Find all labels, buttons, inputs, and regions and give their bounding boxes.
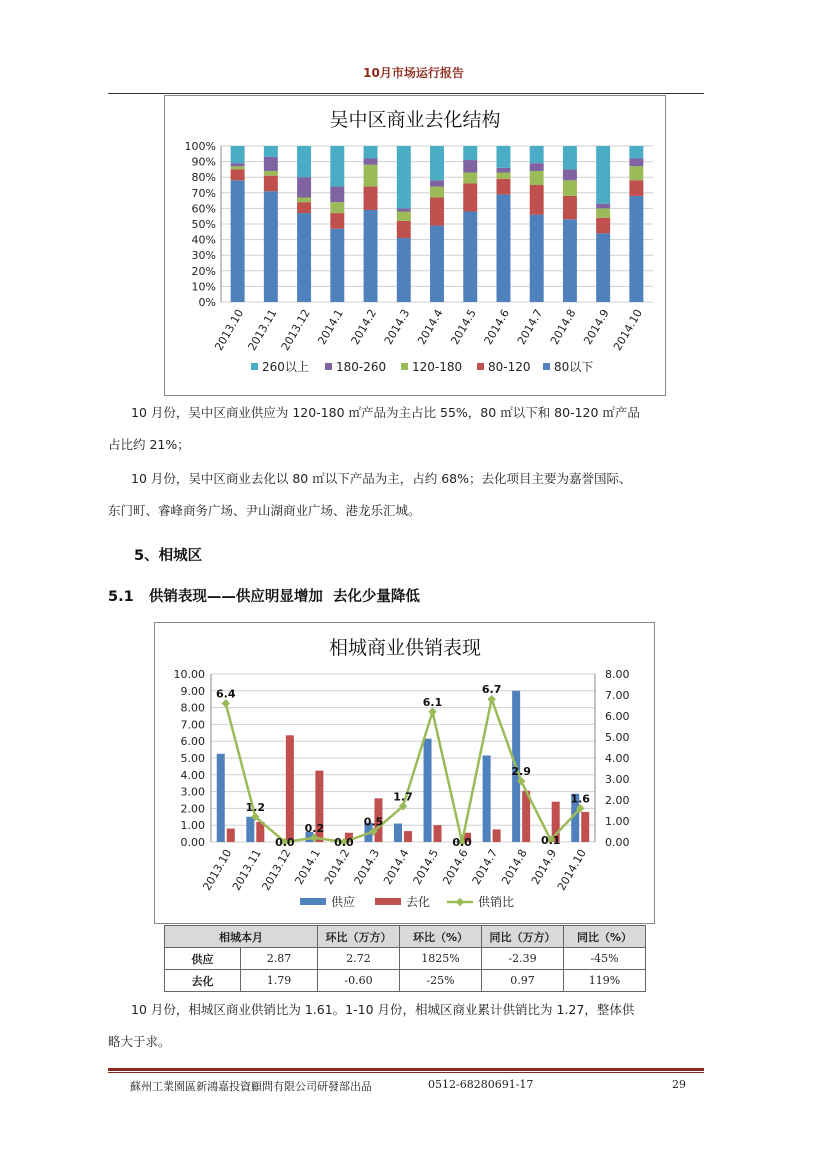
ratio-data-label: 2.9 xyxy=(511,765,531,779)
bar-segment xyxy=(463,212,477,302)
x-tick-label: 2013.11 xyxy=(245,307,280,353)
bar-segment xyxy=(297,146,311,177)
ratio-data-label: 1.6 xyxy=(570,792,590,806)
bar-segment xyxy=(563,169,577,180)
x-tick-label: 2014.2 xyxy=(348,307,380,347)
left-y-tick-label: 6.00 xyxy=(180,735,205,749)
bar-segment xyxy=(496,179,510,195)
bar-segment xyxy=(264,191,278,302)
absorb-bar xyxy=(581,812,589,842)
x-tick-label: 2014.10 xyxy=(554,847,589,893)
footer-page-number: 29 xyxy=(672,1078,686,1091)
ratio-point xyxy=(222,699,230,707)
absorb-bar xyxy=(227,829,235,842)
legend-swatch xyxy=(325,363,332,370)
table-cell: 2.87 xyxy=(241,948,318,970)
y-tick-label: 90% xyxy=(191,155,216,169)
bar-segment xyxy=(596,204,610,209)
bar-segment xyxy=(231,169,245,180)
bar-segment xyxy=(563,180,577,196)
legend-marker-ratio xyxy=(456,898,464,906)
x-tick-label: 2014.9 xyxy=(581,307,612,347)
header-rule xyxy=(108,93,704,94)
ratio-data-label: 6.7 xyxy=(481,683,502,697)
right-y-tick-label: 0.00 xyxy=(605,836,630,849)
paragraph-xiangcheng-ratio-line1: 10 月份，相城区商业供销比为 1.61。1-10 月份，相城区商业累计供销比为 1.27，整体供 xyxy=(131,1002,635,1017)
right-y-tick-label: 5.00 xyxy=(605,731,630,744)
bar-segment xyxy=(596,146,610,204)
left-y-tick-label: 2.00 xyxy=(180,802,205,816)
bar-segment xyxy=(297,177,311,197)
y-tick-label: 80% xyxy=(191,171,216,185)
bar-segment xyxy=(530,185,544,215)
right-y-tick-label: 2.00 xyxy=(605,794,630,807)
bar-segment xyxy=(231,180,245,302)
bar-segment xyxy=(463,183,477,211)
supply-bar xyxy=(246,817,254,842)
xiangcheng-supply-svg xyxy=(155,623,654,923)
bar-segment xyxy=(397,238,411,302)
paragraph-wuzhong-supply-line1: 10 月份，吴中区商业供应为 120-180 ㎡产品为主占比 55%，80 ㎡以下和 80-120 ㎡产品 xyxy=(131,405,640,420)
supply-bar xyxy=(424,739,432,842)
paragraph-wuzhong-absorb-line1: 10 月份，吴中区商业去化以 80 ㎡以下产品为主，占约 68%；去化项目主要为嘉誉国际、 xyxy=(131,471,632,486)
bar-segment xyxy=(496,146,510,168)
absorb-bar xyxy=(493,829,501,842)
left-y-tick-label: 0.00 xyxy=(180,836,205,849)
bar-segment xyxy=(330,229,344,302)
x-tick-label: 2014.1 xyxy=(315,307,346,347)
legend-swatch xyxy=(251,363,258,370)
bar-segment xyxy=(563,219,577,302)
bar-segment xyxy=(563,146,577,169)
left-y-tick-label: 7.00 xyxy=(180,718,205,732)
table-cell: -0.60 xyxy=(318,970,400,992)
y-tick-label: 0% xyxy=(198,296,216,309)
wuzhong-structure-svg xyxy=(165,96,665,395)
bar-segment xyxy=(430,187,444,198)
x-tick-label: 2014.5 xyxy=(410,847,442,887)
bar-segment xyxy=(297,202,311,213)
legend-label-supply: 供应 xyxy=(331,895,356,909)
legend-label-absorb: 去化 xyxy=(406,895,431,909)
y-tick-label: 100% xyxy=(184,140,216,153)
legend-label-ratio: 供销比 xyxy=(478,895,515,909)
x-tick-label: 2014.7 xyxy=(514,307,546,347)
bar-segment xyxy=(430,146,444,180)
bar-segment xyxy=(530,163,544,171)
paragraph-xiangcheng-ratio-line2: 略大于求。 xyxy=(108,1034,171,1049)
ratio-point xyxy=(428,708,436,716)
bar-segment xyxy=(530,215,544,302)
footer-rule-thin xyxy=(108,1072,704,1073)
x-tick-label: 2014.9 xyxy=(528,847,560,887)
right-y-tick-label: 4.00 xyxy=(605,752,630,765)
y-tick-label: 20% xyxy=(191,264,216,278)
right-y-tick-label: 7.00 xyxy=(605,689,630,702)
right-y-tick-label: 3.00 xyxy=(605,773,630,786)
ratio-data-label: 0.5 xyxy=(363,815,384,829)
bar-segment xyxy=(231,163,245,166)
bar-segment xyxy=(231,166,245,169)
table-header: 环比（%） xyxy=(400,926,482,948)
table-cell: 119% xyxy=(564,970,646,992)
table-cell: -25% xyxy=(400,970,482,992)
ratio-point xyxy=(487,695,495,703)
legend-label: 120-180 xyxy=(412,360,463,374)
table-cell: 1.79 xyxy=(241,970,318,992)
left-y-tick-label: 9.00 xyxy=(180,684,205,698)
paragraph-wuzhong-absorb-line2: 东门町、睿峰商务广场、尹山湖商业广场、港龙乐汇城。 xyxy=(108,503,421,518)
bar-segment xyxy=(264,171,278,176)
bar-segment xyxy=(563,196,577,219)
bar-segment xyxy=(297,213,311,302)
table-row xyxy=(165,948,646,970)
x-tick-label: 2013.12 xyxy=(278,307,313,353)
bar-segment xyxy=(397,208,411,211)
ratio-data-label: 6.4 xyxy=(216,687,236,701)
bar-segment xyxy=(330,202,344,213)
x-tick-label: 2013.12 xyxy=(259,847,294,893)
ratio-data-label: 6.1 xyxy=(422,695,443,709)
y-tick-label: 60% xyxy=(191,202,216,216)
x-tick-label: 2014.1 xyxy=(292,847,323,887)
right-y-tick-label: 8.00 xyxy=(605,668,630,681)
footer-rule-thick xyxy=(108,1068,704,1071)
x-tick-label: 2014.10 xyxy=(610,307,645,353)
table-header: 同比（万方） xyxy=(482,926,564,948)
bar-segment xyxy=(463,160,477,172)
bar-segment xyxy=(364,165,378,187)
legend-swatch-absorb xyxy=(375,898,401,905)
left-y-tick-label: 10.00 xyxy=(173,668,205,681)
bar-segment xyxy=(397,221,411,238)
bar-segment xyxy=(463,146,477,160)
legend-label: 180-260 xyxy=(336,360,387,374)
bar-segment xyxy=(496,194,510,302)
left-y-tick-label: 8.00 xyxy=(180,701,205,715)
table-header: 环比（万方） xyxy=(318,926,400,948)
footer-company: 蘇州工業園區新鴻嘉投資顧問有限公司研發部出品 xyxy=(130,1080,372,1093)
xiangcheng-stats-table xyxy=(164,925,646,992)
table-cell: 1825% xyxy=(400,948,482,970)
table-cell: 去化 xyxy=(165,970,241,992)
table-cell: -2.39 xyxy=(482,948,564,970)
ratio-data-label: 0.0 xyxy=(275,836,295,849)
right-y-tick-label: 1.00 xyxy=(605,815,630,828)
y-tick-label: 50% xyxy=(191,218,216,231)
bar-segment xyxy=(264,176,278,192)
table-header-row xyxy=(165,926,646,948)
chart-title: 相城商业供销表现 xyxy=(328,637,482,659)
bar-segment xyxy=(629,180,643,196)
y-tick-label: 30% xyxy=(191,249,216,263)
bar-segment xyxy=(264,146,278,157)
x-tick-label: 2014.4 xyxy=(415,307,446,347)
bar-segment xyxy=(364,158,378,164)
bar-segment xyxy=(629,146,643,158)
x-tick-label: 2014.3 xyxy=(381,307,413,347)
ratio-data-label: 0.1 xyxy=(540,833,561,847)
bar-segment xyxy=(496,168,510,173)
legend-swatch xyxy=(477,363,484,370)
x-tick-label: 2014.3 xyxy=(351,847,383,887)
bar-segment xyxy=(463,173,477,184)
bar-segment xyxy=(297,197,311,202)
footer-phone: 0512-68280691-17 xyxy=(428,1078,534,1091)
ratio-data-label: 0.0 xyxy=(452,836,472,849)
bar-segment xyxy=(330,146,344,187)
table-cell: 0.97 xyxy=(482,970,564,992)
legend-swatch-supply xyxy=(300,898,326,905)
page-header-title: 10月市场运行报告 xyxy=(363,66,464,80)
left-y-tick-label: 5.00 xyxy=(180,752,205,765)
bar-segment xyxy=(397,146,411,208)
x-tick-label: 2013.10 xyxy=(212,307,247,353)
left-y-tick-label: 4.00 xyxy=(180,768,205,782)
absorb-bar xyxy=(404,831,412,842)
table-cell: 2.72 xyxy=(318,948,400,970)
absorb-bar xyxy=(286,735,294,842)
supply-bar xyxy=(483,755,491,842)
table-row xyxy=(165,970,646,992)
table-cell: 供应 xyxy=(165,948,241,970)
bar-segment xyxy=(496,173,510,179)
ratio-data-label: 0.2 xyxy=(304,821,325,835)
bar-segment xyxy=(330,187,344,203)
bar-segment xyxy=(596,208,610,217)
legend-label: 260以上 xyxy=(262,360,309,374)
ratio-data-label: 0.0 xyxy=(334,836,354,849)
x-tick-label: 2014.5 xyxy=(448,307,479,347)
legend-swatch xyxy=(543,363,550,370)
supply-bar xyxy=(394,824,402,842)
legend-label: 80-120 xyxy=(488,360,531,374)
xiangcheng-supply-chart xyxy=(154,622,655,924)
bar-segment xyxy=(364,210,378,302)
subsection-heading-supply-performance: 5.1 供销表现——供应明显增加 去化少量降低 xyxy=(108,589,420,605)
x-tick-label: 2013.11 xyxy=(229,847,264,893)
legend-swatch xyxy=(401,363,408,370)
legend-label: 80以下 xyxy=(554,360,594,374)
ratio-data-label: 1.2 xyxy=(245,800,266,814)
chart-title: 吴中区商业去化结构 xyxy=(329,109,501,131)
bar-segment xyxy=(629,196,643,302)
bar-segment xyxy=(629,158,643,166)
bar-segment xyxy=(364,146,378,158)
x-tick-label: 2014.4 xyxy=(381,847,412,887)
bar-segment xyxy=(430,197,444,225)
bar-segment xyxy=(264,157,278,171)
wuzhong-structure-chart xyxy=(164,95,666,396)
table-cell: -45% xyxy=(564,948,646,970)
bar-segment xyxy=(629,166,643,180)
bar-segment xyxy=(430,180,444,186)
y-tick-label: 70% xyxy=(191,186,216,200)
bar-segment xyxy=(430,226,444,302)
bar-segment xyxy=(231,146,245,163)
left-y-tick-label: 1.00 xyxy=(180,819,205,833)
bar-segment xyxy=(364,187,378,210)
right-y-tick-label: 6.00 xyxy=(605,710,630,723)
bar-segment xyxy=(397,212,411,221)
x-tick-label: 2014.6 xyxy=(481,307,513,347)
left-y-tick-label: 3.00 xyxy=(180,785,205,799)
bar-segment xyxy=(596,233,610,302)
supply-bar xyxy=(217,754,225,842)
absorb-bar xyxy=(434,825,442,842)
table-header: 相城本月 xyxy=(165,926,318,948)
x-tick-label: 2014.2 xyxy=(322,847,353,887)
y-tick-label: 10% xyxy=(191,280,216,294)
section-heading-xiangcheng: 5、相城区 xyxy=(134,548,203,564)
y-tick-label: 40% xyxy=(191,233,216,247)
x-tick-label: 2014.8 xyxy=(499,847,530,887)
ratio-data-label: 1.7 xyxy=(393,790,413,804)
bar-segment xyxy=(596,218,610,234)
bar-segment xyxy=(530,146,544,163)
bar-segment xyxy=(330,213,344,229)
x-tick-label: 2014.8 xyxy=(548,307,579,347)
x-tick-label: 2013.10 xyxy=(200,847,235,893)
table-header: 同比（%） xyxy=(564,926,646,948)
bar-segment xyxy=(530,171,544,185)
paragraph-wuzhong-supply-line2: 占比约 21%； xyxy=(108,437,190,452)
x-tick-label: 2014.7 xyxy=(469,847,501,887)
x-tick-label: 2014.6 xyxy=(440,847,471,887)
